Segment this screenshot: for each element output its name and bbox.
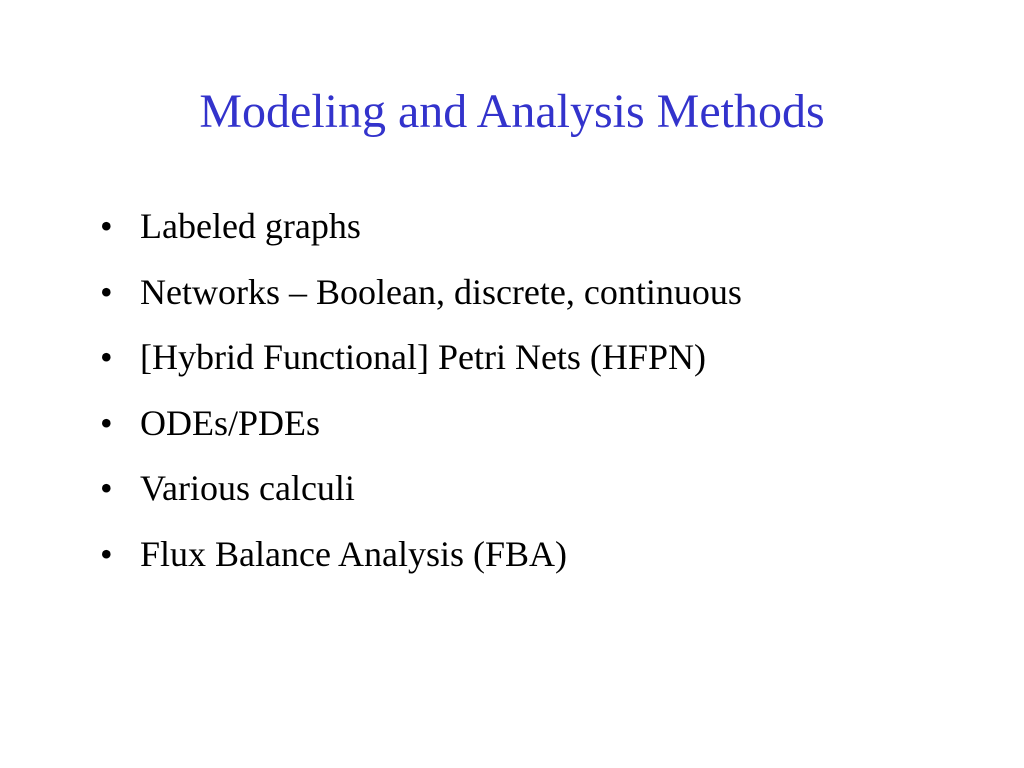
bullet-text: Networks – Boolean, discrete, continuous bbox=[140, 271, 742, 312]
list-item bbox=[100, 526, 980, 592]
list-item bbox=[100, 198, 980, 264]
list-item bbox=[100, 395, 980, 461]
list-item bbox=[100, 264, 980, 330]
bullet-icon: • bbox=[100, 533, 113, 574]
bullet-icon: • bbox=[100, 468, 113, 508]
slide-title: Modeling and Analysis Methods bbox=[199, 85, 825, 138]
bullet-icon: • bbox=[100, 402, 113, 443]
bullet-list bbox=[100, 198, 980, 591]
bullet-text: [Hybrid Functional] Petri Nets (HFPN) bbox=[140, 337, 706, 377]
bullet-text: Various calculi bbox=[140, 468, 355, 508]
bullet-icon: • bbox=[100, 271, 113, 312]
bullet-text: Labeled graphs bbox=[140, 206, 361, 246]
list-item bbox=[100, 329, 980, 395]
bullet-text: ODEs/PDEs bbox=[140, 402, 321, 443]
bullet-icon: • bbox=[100, 206, 113, 246]
list-item bbox=[100, 460, 980, 526]
bullet-icon: • bbox=[100, 337, 113, 377]
bullet-text: Flux Balance Analysis (FBA) bbox=[140, 533, 567, 574]
